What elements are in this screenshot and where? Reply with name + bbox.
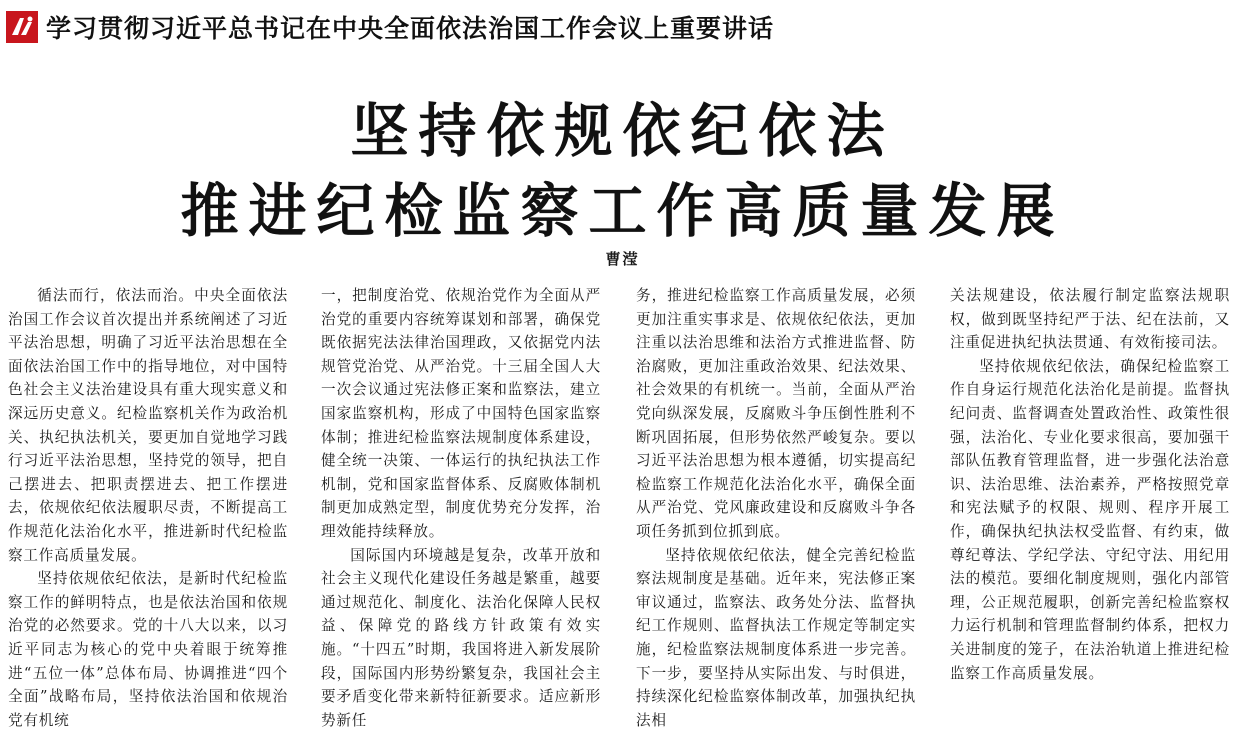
article-column-1 <box>8 284 288 754</box>
paragraph: 一，把制度治党、依规治党作为全面从严治党的重要内容统筹谋划和部署，确保党既依据宪法法律治国理政，又依据党内法规管党治党、从严治党。十三届全国人大一次会议通过宪法修正案和监察法，建立国家监察机构，形成了中国特色国家监察体制；推进纪检监察法规制度体系建设，健全统一决策、一体运行的执纪执法工作机制，党和国家监督体系、反腐败体制机制更加成熟定型，制度优势充分发挥，治理效能持续释放。 <box>321 287 601 540</box>
paragraph: 关法规建设，依法履行制定监察法规职权，做到既坚持纪严于法、纪在法前，又注重促进执纪执法贯通、有效衔接司法。 <box>950 287 1230 352</box>
paragraph: 务，推进纪检监察工作高质量发展，必须更加注重实事求是、依规依纪依法，更加注重以法治思维和法治方式推进监督、防治腐败，更加注重政治效果、纪法效果、社会效果的有机统一。当前，全面从严治党向纵深发展，反腐败斗争压倒性胜利不断巩固拓展，但形势依然严峻复杂。要以习近平法治思想为根本遵循，切实提高纪检监察工作规范化法治化水平，确保全面从严治党、党风廉政建设和反腐败斗争各项任务抓到位抓到底。 <box>636 287 916 540</box>
paragraph: 坚持依规依纪依法，确保纪检监察工作自身运行规范化法治化是前提。监督执纪问责、监督调查处置政治性、政策性很强，法治化、专业化要求很高，要加强干部队伍教育管理监督，进一步强化法治意识、法治思维、法治素养，严格按照党章和宪法赋予的权限、规则、程序开展工作，确保执纪执法权受监督、有约束，做尊纪尊法、学纪学法、守纪守法、用纪用法的模范。要细化制度规则，强化内部管理，公正规范履职，创新完善纪检监察权力运行机制和管理监督制约体系，把权力关进制度的笼子，在法治轨道上推进纪检监察工作高质量发展。 <box>950 357 1230 682</box>
paragraph: 循法而行，依法而治。中央全面依法治国工作会议首次提出并系统阐述了习近平法治思想，明确了习近平法治思想在全面依法治国工作中的指导地位，对中国特色社会主义法治建设具有重大现实意义和深远历史意义。纪检监察机关作为政治机关、执纪执法机关，要更加自觉地学习践行习近平法治思想，坚持党的领导，把自己摆进去、把职责摆进去、把工作摆进去，依规依纪依法履职尽责，不断提高工作规范化法治化水平，推进新时代纪检监察工作高质量发展。 <box>8 287 288 564</box>
article-title-line-2: 推进纪检监察工作高质量发展 <box>180 177 1065 245</box>
header-bar <box>6 8 1236 46</box>
newspaper-logo-icon <box>6 11 38 43</box>
paragraph: 坚持依规依纪依法，健全完善纪检监察法规制度是基础。近年来，宪法修正案审议通过，监察法、政务处分法、监督执纪工作规则、监督执法工作规定等制定实施，纪检监察法规制度体系进一步完善。下一步，要坚持从实际出发、与时俱进，持续深化纪检监察体制改革，加强执纪执法相 <box>636 546 916 729</box>
paragraph: 坚持依规依纪依法，是新时代纪检监察工作的鲜明特点，也是依法治国和依规治党的必然要求。党的十八大以来，以习近平同志为核心的党中央着眼于统筹推进“五位一体”总体布局、协调推进“四个全面”战略布局，坚持依法治国和依规治党有机统 <box>8 570 288 729</box>
paragraph: 国际国内环境越是复杂，改革开放和社会主义现代化建设任务越是繁重，越要通过规范化、制度化、法治化保障人民权益、保障党的路线方针政策有效实施。“十四五”时期，我国将进入新发展阶段，国际国内形势纷繁复杂，我国社会主要矛盾变化带来新特征新要求。适应新形势新任 <box>321 546 601 729</box>
article-byline: 曹滢 <box>605 250 640 268</box>
article-column-4 <box>950 284 1230 754</box>
article-column-2 <box>321 284 601 754</box>
section-kicker: 学习贯彻习近平总书记在中央全面依法治国工作会议上重要讲话 <box>46 14 775 43</box>
article-title-line-1: 坚持依规依纪依法 <box>350 97 895 165</box>
article-column-3 <box>636 284 916 754</box>
